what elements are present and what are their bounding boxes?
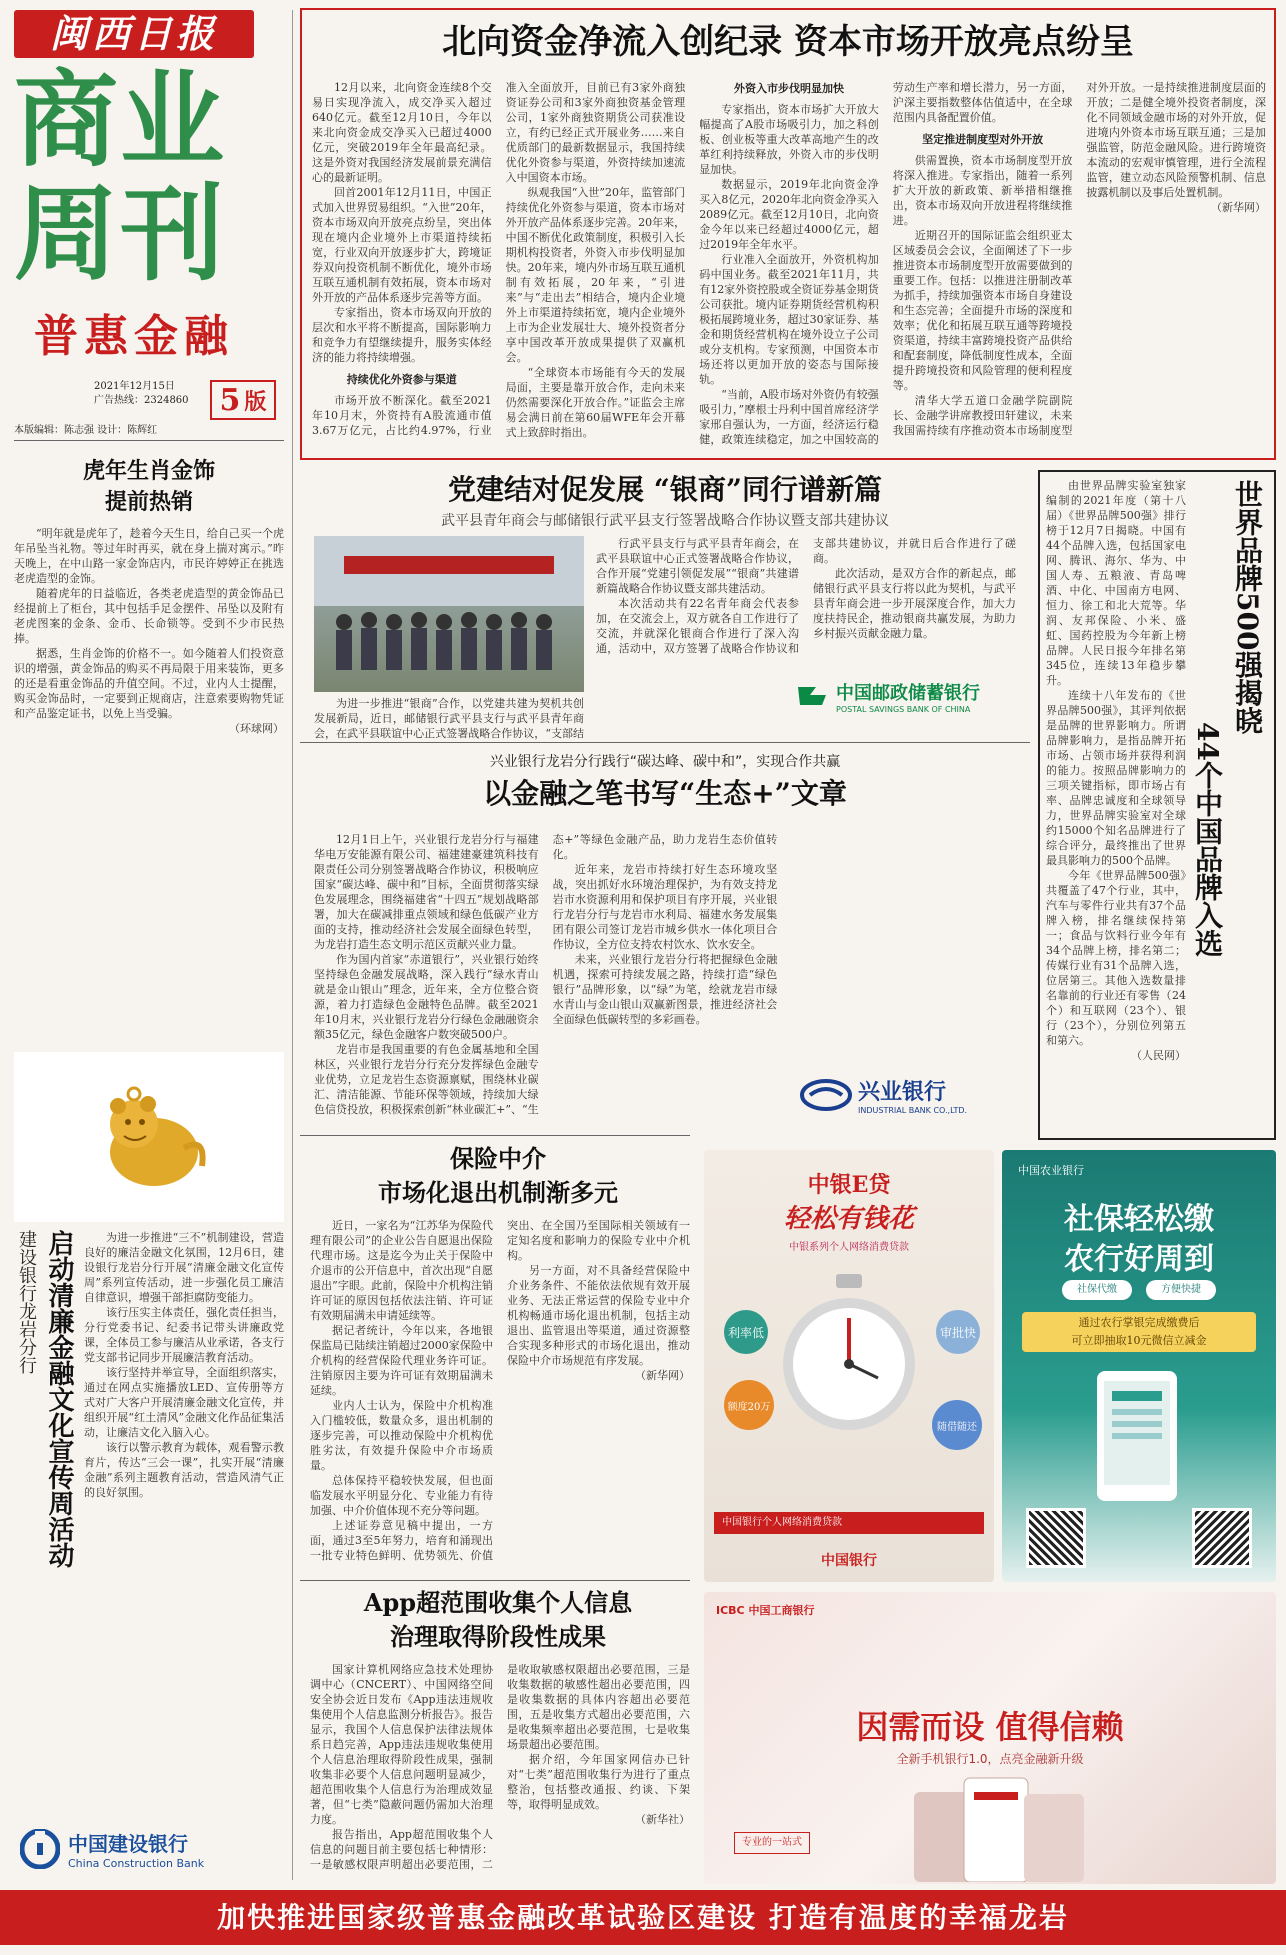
- lead-para-7: 专家指出，资本市场扩大开放大幅提高了A股市场吸引力，加之科创板、创业板等重大改革高地产生的改革红利持续释放，外资入市的步伐明显加快。: [699, 103, 879, 176]
- icbc-phones-icon: [854, 1772, 1134, 1882]
- eco-body-4: 近年来，龙岩市持续打好生态环境攻坚战，突出抓好水环境治理保护，为有效支持龙岩市水资源利用和保护项目有序开展，兴业银行龙岩分行与龙岩市水利局、福建水务发展集团有限公司签订龙岩市城乡供水一体化项目合作协议，全方位支持农村饮水、饮水安全。: [552, 863, 778, 951]
- boc-ad-subtitle: 中银系列个人网络消费贷款: [789, 1242, 909, 1253]
- phone-icon: [1062, 1365, 1212, 1505]
- boc-tag-limit: 额度20万: [724, 1380, 774, 1430]
- brands-body-2: 连续十八年发布的《世界品牌500强》，其评判依据是品牌的世界影响力。所谓品牌影响力，是指品牌开拓市场、占领市场并获得利润的能力。按照品牌影响力的三项关键指标，即市场占有率、品牌忠诚度和全球领导力，世界品牌实验室对全球约15000个知名品牌进行了综合评分，最终推出了世界最具影响力的500个品牌。: [1046, 689, 1186, 867]
- lead-sub-1: 持续优化外资参与渠道: [346, 373, 457, 386]
- lead-para-1: 12月以来，北向资金连续8个交易日实现净流入，成交净买入超过640亿元。截至12月10日，今年以来北向资金成交净买入已超过4000亿元，突破2019年全年最高纪录。这是外资对我国经济发展前景充满信心的最新证明。: [312, 81, 492, 184]
- abc-ad-title-2: 农行好周到: [1064, 1242, 1214, 1277]
- lead-source: （新华网）: [1210, 201, 1266, 214]
- psbc-logo: [796, 676, 1036, 716]
- ccb-logo: [20, 1822, 280, 1876]
- insurance-body-4: 总体保持平稳较快发展，但也面临发展水平明显分化、专业能力有待加强、中介价值体现不充分等问题。: [310, 1474, 493, 1517]
- ccb-body-3: 该行坚持并举宣导，全面组织落实，通过在网点实施播放LED、宣传册等方式对广大客户开展清廉金融文化宣传，并组织开展“红土清风”金融文化作品征集活动，让廉洁文化入脑入心。: [84, 1366, 284, 1439]
- party-body-2: 本次活动共有22名青年商会代表参加，在交流会上，双方就各自工作进行了交流，并就深化银商合作进行了深入沟通，活动中，双方签署了战略合作协议和支部共建协议，并就日后合作进行了磋商。: [596, 537, 1016, 655]
- app-source: （新华社）: [635, 1813, 690, 1826]
- lead-sub-2: 外资入市步伐明显加快: [733, 82, 844, 95]
- brands-body-3: 今年《世界品牌500强》共覆盖了47个行业，其中，汽车与零件行业共有37个品牌入榜，排名继续保持第一；食品与饮料行业今年有34个品牌上榜，排名第二；传媒行业有31个品牌入选，位居第三。其他入选数量排名靠前的行业还有零售（24个）和互联网（23个）、银行（23个），分别位列第五和第六。: [1046, 869, 1186, 1047]
- footer-banner: [0, 1890, 1286, 1945]
- abc-promo-line-1: 通过农行掌银完成缴费后: [1078, 1316, 1200, 1329]
- party-body-3: 此次活动，是双方合作的新起点，邮储银行武平县支行将以此为契机，与武平县青年商会进一步开展深度合作，加大力度扶持民企，推动银商共赢发展，为助力乡村振兴贡献金融力量。: [813, 567, 1016, 640]
- icbc-bank-name: ICBC 中国工商银行: [716, 1604, 815, 1617]
- icbc-ad-subtitle: 全新手机银行1.0，点亮金融新升级: [896, 1752, 1084, 1766]
- tiger-source: （环球网）: [229, 722, 284, 735]
- cib-logo-cn: 兴业银行: [858, 1080, 947, 1105]
- boc-tag-fast: 审批快: [936, 1310, 980, 1354]
- lead-para-5: 纵观我国“入世”20年，监管部门持续优化外资参与渠道，资本市场对外开放产品体系逐步完善。20年来，中国不断优化政策制度，积极引入长期机构投资者，外资入市步伐明显加快。20年来，境内外市场互联互通机制有效拓展，20年来，“引进来”与“走出去”相结合，境内企业境外上市渠道持续拓宽，境内企业境外上市为企业发展壮大、境外投资者分享中国改革开放成果提供了双赢机会。: [505, 186, 686, 364]
- eco-headline: 以金融之笔书写“生态+”文章: [483, 777, 847, 810]
- page-number: 5: [219, 382, 241, 418]
- page-number-box: [210, 380, 276, 420]
- boc-ad-title-1: 中银E贷: [807, 1172, 891, 1198]
- icbc-badge: 专业的一站式: [734, 1832, 810, 1854]
- ccb-headline: 启动清廉金融文化宣传周活动: [44, 1230, 74, 1568]
- gold-tiger-photo: [14, 1052, 284, 1222]
- lead-para-13: 清华大学五道口金融学院副院长、金融学讲席教授田轩建议，未来我国需持续有序推动资本市场制度型对外开放。一是持续推进制度层面的开放；二是健全境外投资者制度，深化不同领域金融市场的对外开放，促进境内外资本市场互联互通；三是加强监管，防范金融风险。进行跨境资本流动的宏观审慎管理，进行全流程监管，建立动态风险预警机制、信息披露机制以及事后处置机制。: [892, 81, 1266, 437]
- boc-ad[interactable]: [704, 1150, 994, 1582]
- boc-ad-footer: 中国银行个人网络消费贷款: [714, 1512, 984, 1534]
- brands-article: [1038, 470, 1276, 1140]
- abc-badge-2: 方便快捷: [1146, 1280, 1216, 1300]
- lead-sub-3: 坚定推进制度型对外开放: [922, 133, 1044, 146]
- lead-para-4: 市场开放不断深化。截至2021年10月末，外资持有A股流通市值3.67万亿元，占比约4.97%，行业准入全面放开，目前已有3家外商独资证券公司和3家外商独资基金管理公司，1家外商独资期货公司获准设立，有约已经正式开展业务……来自优质部门的最新数据显示，我国持续优化外资参与渠道，外资持续加速流入中国资本市场。: [312, 81, 686, 437]
- app-article: [300, 1586, 696, 1886]
- ccb-logo-cn: 中国建设银行: [68, 1832, 188, 1856]
- editor-line: 本版编辑：陈志强 设计：陈辉红: [14, 425, 158, 436]
- psbc-logo-cn: 中国邮政储蓄银行: [836, 682, 980, 704]
- tiger-headline-2: 提前热销: [104, 489, 193, 515]
- eco-article: [300, 750, 1030, 1130]
- tiger-headline-1: 虎年生肖金饰: [82, 458, 215, 484]
- paper-name: 闽西日报: [49, 11, 218, 56]
- boc-bank-name: 中国银行: [821, 1553, 877, 1569]
- psbc-logo-en: POSTAL SAVINGS BANK OF CHINA: [836, 704, 971, 714]
- brands-source: （人民网）: [1131, 1049, 1186, 1062]
- eco-body-3: 龙岩市是我国重要的有色金属基地和全国林区，兴业银行龙岩分行充分发挥绿色金融专业优势，立足龙岩生态资源禀赋，围绕林业碳汇、清洁能源、节能环保等领域，持续加大绿色信贷投放，积极探索创新“林业碳汇+”、“生态+”等绿色金融产品，助力龙岩生态价值转化。: [314, 833, 778, 1116]
- party-subhead: 武平县青年商会与邮储银行武平县支行签署战略合作协议暨支部共建协议: [441, 513, 889, 529]
- column-name: 普惠金融: [34, 311, 234, 362]
- ccb-body-4: 该行以警示教育为载体，观看警示教育片，传达“三会一课”，扎实开展“清廉金融”系列主题教育活动，营造风清气正的良好氛围。: [84, 1441, 284, 1499]
- paper-name-banner: [14, 10, 254, 58]
- insurance-headline-1: 保险中介: [450, 1144, 546, 1173]
- app-headline-2: 治理取得阶段性成果: [390, 1622, 606, 1651]
- abc-promo-box: [1022, 1312, 1256, 1352]
- icbc-ad[interactable]: [704, 1592, 1276, 1884]
- app-body-3: 据介绍，今年国家网信办已针对“七类”超范围收集行为进行了重点整治，包括整改通报、约谈、下架等，取得明显成效。: [507, 1753, 690, 1811]
- tiger-body-1: “明年就是虎年了，趁着今天生日，给自己买一个虎年吊坠当礼物。等过年时再买，就在身上揣对寓示。”昨天晚上，在中山路一家金饰店内，市民许婷婷正在挑选老虎造型的金饰。: [14, 527, 284, 585]
- insurance-body-6: 另一方面，对不具备经营保险中介业务条件、不能依法依规有效开展业务、无法正常运营的保险专业中介机构畅通市场化退出机制，包括主动退出、监管退出等渠道，通过资源整合实现多种形式的市场化退出，推动保险中介市场规范有序发展。: [507, 1264, 690, 1367]
- abc-qr-left-icon: [1026, 1508, 1086, 1568]
- eco-body-5: 未来，兴业银行龙岩分行将把握绿色金融机遇，探索可持续发展之路，持续打造“绿色银行”品牌形象，以“绿”为笔，绘就龙岩市绿水青山与金山银山双赢新图景，推进经济社会全面绿色低碳转型的多彩画卷。: [552, 953, 778, 1026]
- party-article: [300, 470, 1030, 740]
- lead-para-8: 数据显示，2019年北向资金净买入8亿元，2020年北向资金净买入2089亿元。截至12月10日，北向资金今年以来已经超过4000亿元，超过2019年全年水平。: [699, 178, 879, 251]
- lead-para-9: 行业准入全面放开，外资机构加码中国业务。截至2021年11月，共有12家外资控股或全资证券基金期货公司获批。境内证券期货经营机构积极拓展跨境业务，超过30家证券、基金和期货经营机构在境外设立子公司或分支机构。专家预测，中国资本市场还将以更加开放的姿态与国际接轨。: [699, 253, 879, 386]
- party-photo: [314, 536, 584, 692]
- insurance-source: （新华网）: [635, 1369, 690, 1382]
- boc-tag-flexible: 随借随还: [932, 1400, 982, 1450]
- lead-para-12: 近期召开的国际证监会组织亚太区域委员会会议，全面阐述了下一步推进资本市场制度型开放需要做到的重要工作。包括：以推进注册制改革为抓手，持续加强资本市场自身建设和生态完善；全面提升市场的深度和效率；优化和拓展互联互通等跨境投资渠道，持续丰富跨境投资产品供给和配套制度，降低制度性成本，全面提升跨境投资和风险管理的便利程度等。: [892, 229, 1073, 392]
- cib-emblem-icon: [800, 1077, 852, 1113]
- section-title-2: 周刊: [14, 172, 227, 295]
- ccb-kicker: 建设银行龙岩分行: [16, 1230, 37, 1374]
- app-headline-1: App超范围收集个人信息: [363, 1588, 633, 1617]
- app-body-2: 报告指出，App超范围收集个人信息的问题目前主要包括七种情形：一是敏感权限声明超出必要范围，二是收取敏感权限超出必要范围，三是收集数据的敏感性超出必要范围，四是收集数据的具体内容超出必要范围，五是收集方式超出必要范围，六是收集频率超出必要范围，七是收集场景超出必要范围。: [310, 1663, 690, 1871]
- insurance-body-5: 上述证券意见稿中提出，一方面，通过3至5年努力，培育和涌现出一批专业特色鲜明、优势领先、价值突出、在全国乃至国际相关领域有一定知名度和影响力的保险专业中介机构。: [310, 1219, 690, 1562]
- lead-headline: 北向资金净流入创纪录 资本市场开放亮点纷呈: [442, 22, 1134, 62]
- eco-body-1: 12月1日上午，兴业银行龙岩分行与福建华电万安能源有限公司、福建建豪建筑科技有限责任公司分别签署战略合作协议，积极响应国家“碳达峰、碳中和”目标，全面贯彻落实绿色发展理念，围绕福建省“十四五”规划战略部署，加大在碳减排重点领域和绿色低碳产业方面的支持，推动经济社会发展全面绿色转型，为龙岩打造生态文明示范区贡献兴业力量。: [314, 833, 539, 951]
- app-body-1: 国家计算机网络应急技术处理协调中心（CNCERT）、中国网络空间安全协会近日发布《App违法违规收集使用个人信息监测分析报告》。报告显示，我国个人信息保护法律法规体系日趋完善，App违法违规收集使用个人信息治理取得阶段性成果，强制收集非必要个人信息问题明显减少，超范围收集个人信息行为治理成效显著，但“七类”隐蔽问题仍需加大治理力度。: [310, 1663, 493, 1826]
- insurance-body-2: 据记者统计，今年以来，各地银保监局已陆续注销超过2000家保险中介机构的经营保险代理业务许可证。注销原因主要为许可证有效期届满未延续。: [310, 1324, 493, 1397]
- brands-headline-2: 44个中国品牌入选: [1191, 722, 1224, 957]
- brands-body-1: 由世界品牌实验室独家编制的2021年度（第十八届）《世界品牌500强》排行榜于12月7日揭晓。中国有44个品牌入选，包括国家电网、腾讯、海尔、华为、中国人寿、五粮液、青岛啤酒、中化、中国南方电网、恒力、徐工和北大荒等。华润、友邦保险、小米、盛虹、国药控股为今年新上榜品牌。人民日报今年排名第345位，连续13年稳步攀升。: [1046, 479, 1186, 687]
- psbc-emblem-icon: [796, 681, 830, 711]
- lead-para-6: “全球资本市场能有今天的发展局面，主要是靠开放合作，走向未来仍然需要深化开放合作。”证监会主席易会满日前在第60届WFE年会开幕式上致辞时指出。: [505, 366, 686, 439]
- ccb-body-2: 该行压实主体责任，强化责任担当，分行党委书记、纪委书记带头讲廉政党课，全体员工参与廉洁从业承诺，各支行党支部书记同步开展廉洁教育活动。: [84, 1306, 284, 1364]
- cib-logo-en: INDUSTRIAL BANK CO.,LTD.: [858, 1106, 968, 1115]
- boc-ad-title-2: 轻松有钱花: [783, 1204, 914, 1234]
- abc-badge-1: 社保代缴: [1062, 1280, 1132, 1300]
- brands-headline-1: 世界品牌500强揭晓: [1231, 480, 1264, 735]
- icbc-ad-title: 因需而设 值得信赖: [856, 1708, 1124, 1746]
- tiger-body-2: 随着虎年的日益临近，各类老虎造型的黄金饰品已经提前上了柜台，其中包括手足金摆件、吊坠以及附有老虎图案的金条、金币、长命锁等。受到不少市民热捧。: [14, 587, 284, 645]
- eco-body-2: 作为国内首家“赤道银行”，兴业银行始终坚持绿色金融发展战略，深入践行“绿水青山就是金山银山”理念，近年来，全方位整合资源，着力打造绿色金融特色品牌。截至2021年10月末，兴业银行龙岩分行绿色金融融资余额35亿元，绿色金融客户数突破500户。: [314, 953, 539, 1041]
- party-headline: 党建结对促发展 “银商”同行谱新篇: [448, 473, 882, 506]
- lead-para-3: 专家指出，资本市场双向开放的层次和水平将不断提高，国际影响力和竞争力有望继续提升，服务实体经济的能力将持续增强。: [312, 306, 492, 364]
- party-caption: 为进一步推进“银商”合作，以党建共建为契机共创发展新局，近日，邮储银行武平县支行与武平县青年商会，在武平县联谊中心正式签署战略合作协议，“支部结: [314, 697, 584, 740]
- ad-hotline: 广告热线：2324860: [94, 395, 189, 406]
- page-unit: 版: [244, 388, 267, 415]
- cib-logo: [800, 1070, 1020, 1120]
- insurance-article: [300, 1142, 696, 1577]
- insurance-headline-2: 市场化退出机制渐多元: [378, 1178, 618, 1207]
- ccb-logo-en: China Construction Bank: [68, 1857, 205, 1870]
- stopwatch-icon: [774, 1270, 924, 1440]
- insurance-body-3: 业内人士认为，保险中介机构准入门槛较低，数量众多，退出机制的逐步完善，可以推动保险中介机构优胜劣汰，有效提升保险中介市场质量。: [310, 1399, 493, 1472]
- abc-qr-right-icon: [1192, 1508, 1252, 1568]
- abc-promo-line-2: 可立即抽取10元微信立减金: [1071, 1334, 1207, 1347]
- ccb-emblem-icon: [20, 1829, 60, 1869]
- footer-slogan: 加快推进国家级普惠金融改革试验区建设 打造有温度的幸福龙岩: [217, 1901, 1069, 1934]
- lead-para-11: 供需置换，资本市场制度型开放将深入推进。专家指出，随着一系列扩大开放的新政策、新举措相继推出，资本市场双向开放进程将继续推进。: [892, 154, 1073, 227]
- party-body-1: 行武平县支行与武平县青年商会，在武平县联谊中心正式签署战略合作协议，合作开展“党建引领促发展”“银商”共建谱新篇战略合作协议暨支部共建活动。: [596, 537, 799, 595]
- lead-para-10: “当前，A股市场对外资仍有较强吸引力，”摩根士丹利中国首席经济学家邢自强认为，一方面，经济运行稳健，政策连续稳定，加之中国较高的劳动生产率和增长潜力，另一方面，沪深主要指数整体估值适中，在全球范围内具备配置价值。: [699, 81, 1073, 446]
- ccb-article: [14, 1230, 284, 1805]
- eco-kicker: 兴业银行龙岩分行践行“碳达峰、碳中和”，实现合作共赢: [489, 754, 841, 770]
- ccb-body-1: 为进一步推进“三不”机制建设，营造良好的廉洁金融文化氛围，12月6日，建设银行龙岩分行开展“清廉金融文化宣传周”系列宣传活动，进一步强化员工廉洁自律意识，增强干部拒腐防变能力。: [84, 1231, 284, 1304]
- abc-ad-title-1: 社保轻松缴: [1064, 1202, 1214, 1237]
- lead-article: [300, 8, 1276, 460]
- issue-date: 2021年12月15日: [94, 381, 175, 392]
- boc-tag-low-rate: 利率低: [724, 1310, 768, 1354]
- tiger-article: [14, 448, 284, 1048]
- abc-ad[interactable]: [1002, 1150, 1276, 1582]
- insurance-body-1: 近日，一家名为“江苏华为保险代理有限公司”的企业公告自愿退出保险代理市场。这是迄今为止关于保险中介退市的公开信息中，首次出现“自愿退出”字眼。此前，保险中介机构注销许可证的原因包括依法注销、许可证有效期届满未申请延续等。: [310, 1219, 493, 1322]
- tiger-body-3: 据悉，生肖金饰的价格不一。如今随着人们投资意识的增强，黄金饰品的购买不再局限于用来装饰，更多的还是看重金饰品的升值空间。不过，业内人士提醒，购买金饰品时，一定要到正规商店，注意索要购物凭证和产品鉴定证书，以免上当受骗。: [14, 647, 284, 720]
- abc-bank-name: 中国农业银行: [1018, 1164, 1084, 1177]
- lead-para-2: 回首2001年12月11日，中国正式加入世界贸易组织。“入世”20年，资本市场双向开放亮点纷呈，突出体现在境内企业境外上市渠道持续拓宽，行业双向开放逐步扩大，跨境证券双向投资机制不断优化，境外市场互联互通机制有效拓展，资本市场对外开放的产品体系逐步完善等方面。: [312, 186, 492, 304]
- section-title-1: 商业: [14, 58, 227, 181]
